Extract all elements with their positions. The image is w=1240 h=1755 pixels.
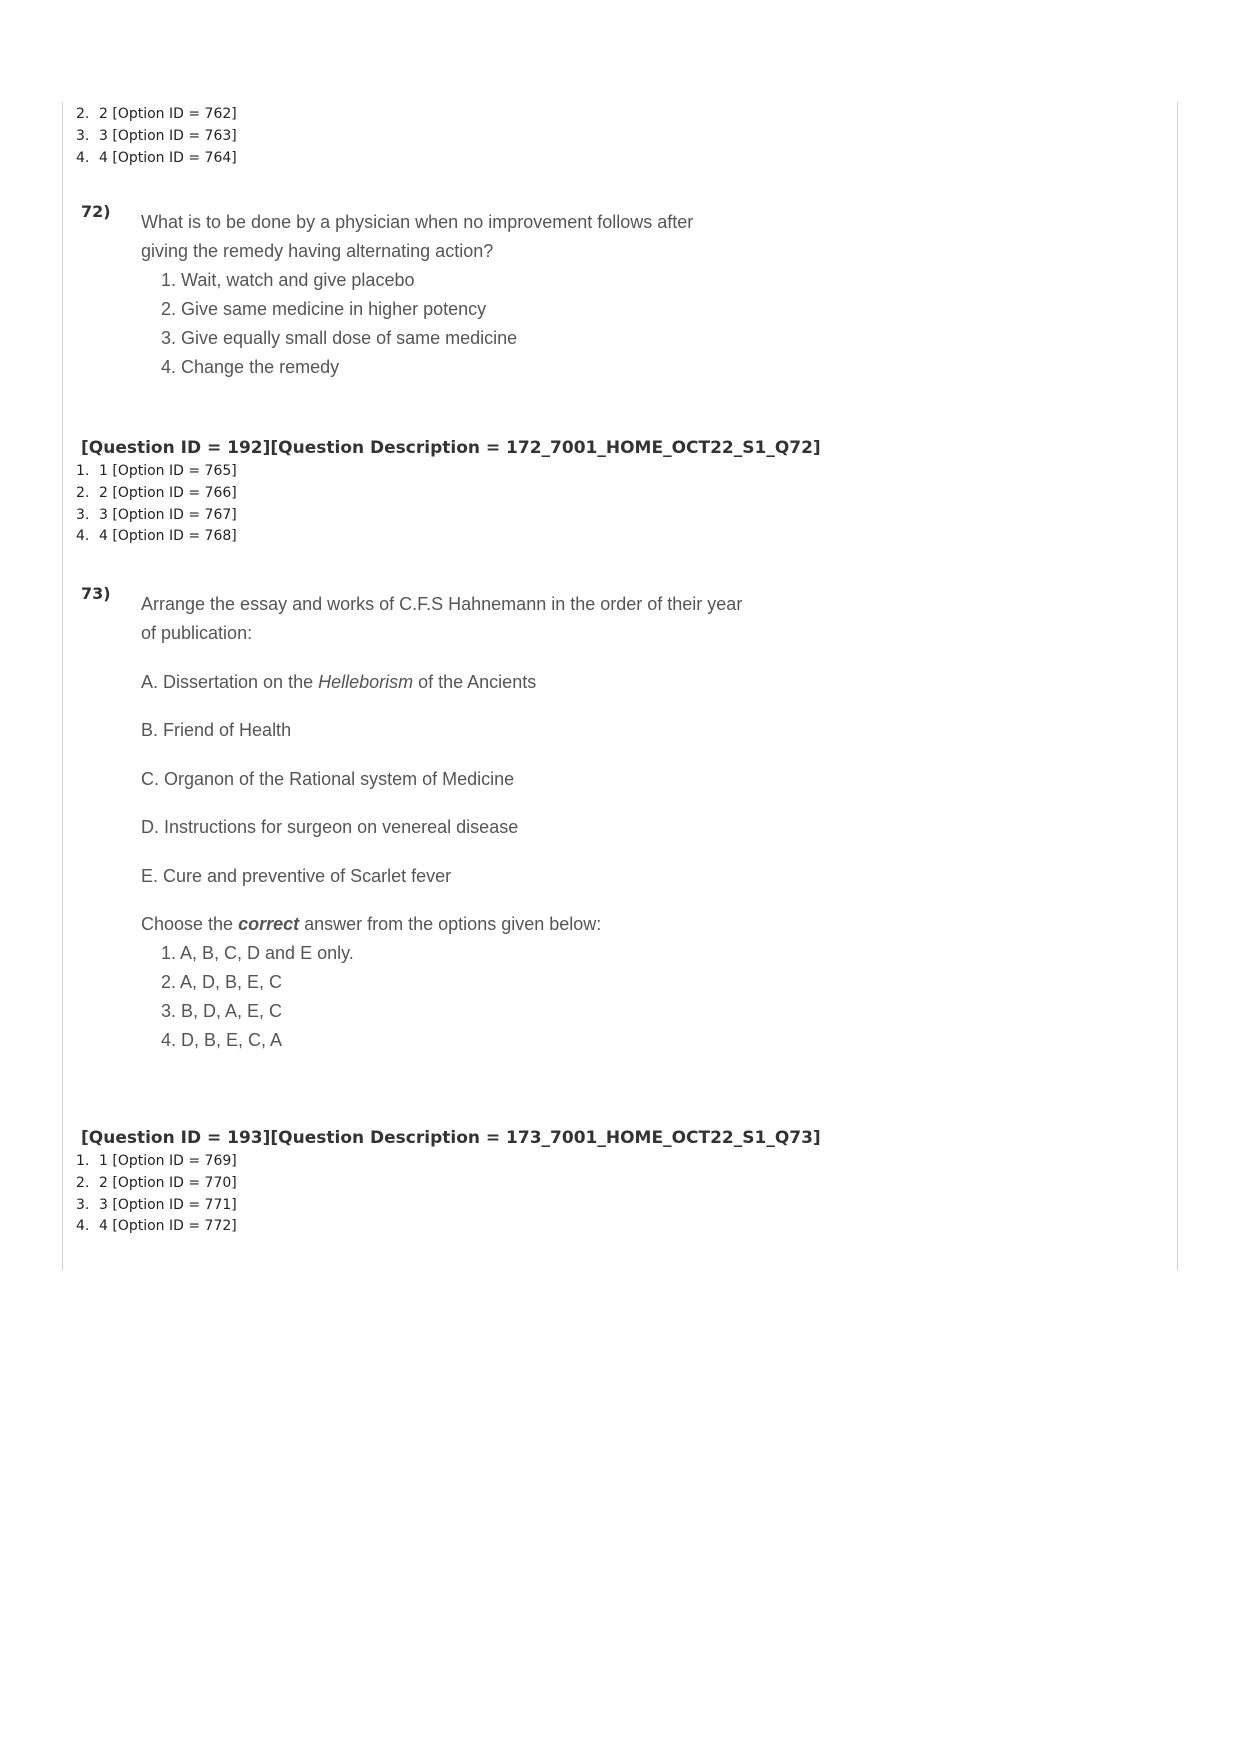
answer-choice: 4. D, B, E, C, A [161, 1030, 283, 1050]
answer-choice: 4. Change the remedy [161, 357, 340, 377]
question-number-73: 73) [81, 584, 111, 603]
answer-choice: 1. A, B, C, D and E only. [161, 943, 354, 963]
instruction-line: Choose the correct answer from the options given below: [141, 914, 602, 934]
list-item: 3. 3 [Option ID = 767] [76, 506, 237, 523]
question-stem-line: of publication: [141, 623, 253, 643]
list-item: 3. 3 [Option ID = 763] [76, 127, 237, 144]
list-item: 4. 4 [Option ID = 768] [76, 528, 237, 545]
list-item: 2. 2 [Option ID = 762] [76, 106, 237, 122]
item-e: E. Cure and preventive of Scarlet fever [141, 865, 452, 886]
list-item: 3. 3 [Option ID = 771] [76, 1196, 237, 1213]
list-item: 4. 4 [Option ID = 772] [76, 1218, 237, 1235]
list-item: 1. 1 [Option ID = 765] [76, 463, 237, 479]
question-number-72: 72) [81, 202, 111, 221]
question-stem-line: Arrange the essay and works of C.F.S Hahnemann in the order of their year [141, 594, 743, 614]
answer-choice: 2. Give same medicine in higher potency [161, 299, 487, 319]
item-b: B. Friend of Health [141, 720, 292, 740]
question-body-73 [141, 590, 801, 1055]
question-stem-line: What is to be done by a physician when no improvement follows after [141, 212, 694, 232]
item-a: A. Dissertation on the Helleborism of the Ancients [141, 671, 537, 692]
question-id-line-73: [Question ID = 193][Question Description = 173_7001_HOME_OCT22_S1_Q73] [81, 1128, 821, 1148]
question-body-72 [141, 208, 801, 382]
option-list-prev [76, 104, 237, 169]
answer-choice: 3. Give equally small dose of same medicine [161, 328, 518, 348]
item-c: C. Organon of the Rational system of Medicine [141, 768, 515, 789]
list-item: 2. 2 [Option ID = 770] [76, 1174, 237, 1191]
question-stem-line: giving the remedy having alternating action? [141, 241, 494, 261]
question-id-line-72: [Question ID = 192][Question Description = 172_7001_HOME_OCT22_S1_Q72] [81, 438, 821, 458]
answer-choice: 3. B, D, A, E, C [161, 1001, 283, 1021]
item-d: D. Instructions for surgeon on venereal disease [141, 817, 519, 837]
option-list-72 [76, 461, 237, 548]
option-list-73 [76, 1151, 237, 1238]
list-item: 2. 2 [Option ID = 766] [76, 484, 237, 501]
answer-choice: 1. Wait, watch and give placebo [161, 270, 415, 290]
list-item: 4. 4 [Option ID = 764] [76, 149, 237, 166]
answer-choice: 2. A, D, B, E, C [161, 972, 283, 992]
list-item: 1. 1 [Option ID = 769] [76, 1153, 237, 1169]
